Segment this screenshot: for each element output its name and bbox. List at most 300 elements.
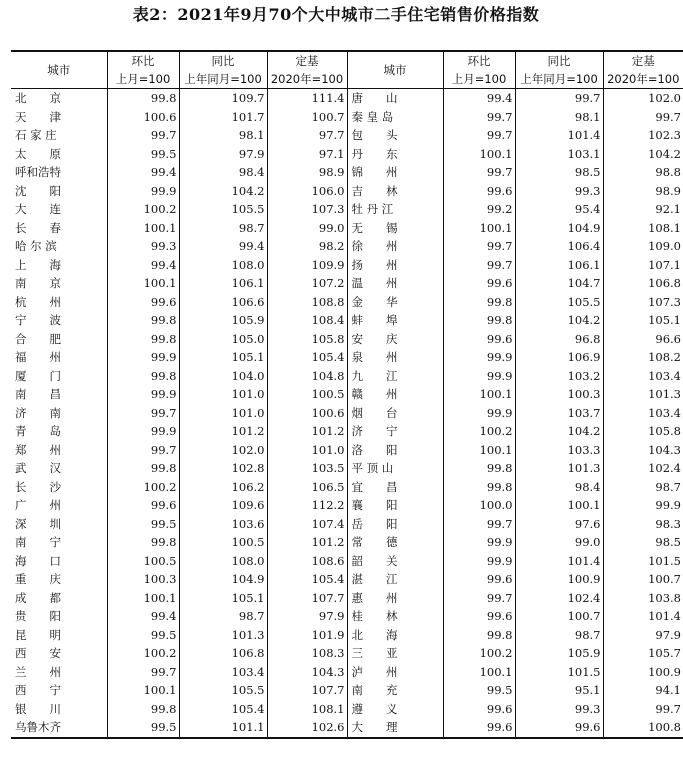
base-cell: 101.2 bbox=[267, 422, 347, 441]
yoy-cell: 104.2 bbox=[179, 182, 267, 201]
base-cell: 102.4 bbox=[603, 459, 683, 478]
yoy-cell: 98.1 bbox=[515, 108, 603, 127]
base-sub-header-left: 2020年=100 bbox=[267, 70, 347, 89]
city-cell: 惠 州 bbox=[347, 589, 443, 608]
base-cell: 104.8 bbox=[267, 367, 347, 386]
yoy-cell: 103.4 bbox=[179, 663, 267, 682]
mom-cell: 99.9 bbox=[107, 182, 179, 201]
yoy-cell: 98.4 bbox=[515, 478, 603, 497]
mom-cell: 99.9 bbox=[443, 348, 515, 367]
mom-sub-header-right: 上月=100 bbox=[443, 70, 515, 89]
mom-cell: 100.1 bbox=[443, 145, 515, 164]
base-cell: 99.7 bbox=[603, 108, 683, 127]
yoy-cell: 99.7 bbox=[515, 89, 603, 108]
base-cell: 103.8 bbox=[603, 589, 683, 608]
yoy-cell: 104.0 bbox=[179, 367, 267, 386]
yoy-cell: 106.4 bbox=[515, 237, 603, 256]
base-cell: 108.2 bbox=[603, 348, 683, 367]
city-cell: 金 华 bbox=[347, 293, 443, 312]
city-cell: 哈 尔 滨 bbox=[15, 239, 57, 253]
base-header-right: 定基 bbox=[603, 51, 683, 70]
table-row bbox=[11, 311, 683, 330]
table-row bbox=[11, 219, 683, 238]
mom-cell: 99.9 bbox=[443, 367, 515, 386]
yoy-cell: 100.9 bbox=[515, 570, 603, 589]
table-row bbox=[11, 607, 683, 626]
base-cell: 108.4 bbox=[267, 311, 347, 330]
base-cell: 98.9 bbox=[267, 163, 347, 182]
city-cell: 天 津 bbox=[15, 109, 61, 124]
mom-cell: 100.6 bbox=[107, 108, 179, 127]
city-cell: 乌鲁木齐 bbox=[11, 718, 107, 738]
mom-cell: 100.2 bbox=[107, 644, 179, 663]
base-cell: 103.4 bbox=[603, 404, 683, 423]
yoy-cell: 102.8 bbox=[179, 459, 267, 478]
base-cell: 99.0 bbox=[267, 219, 347, 238]
city-cell: 南 充 bbox=[347, 681, 443, 700]
mom-cell: 99.8 bbox=[107, 700, 179, 719]
city-cell: 襄 阳 bbox=[347, 496, 443, 515]
yoy-cell: 101.5 bbox=[515, 663, 603, 682]
base-cell: 96.6 bbox=[603, 330, 683, 349]
base-cell: 99.9 bbox=[603, 496, 683, 515]
city-cell: 烟 台 bbox=[347, 404, 443, 423]
mom-cell: 99.9 bbox=[443, 533, 515, 552]
base-cell: 101.2 bbox=[267, 533, 347, 552]
mom-cell: 99.8 bbox=[443, 478, 515, 497]
base-cell: 108.1 bbox=[603, 219, 683, 238]
mom-cell: 99.7 bbox=[443, 126, 515, 145]
mom-cell: 100.0 bbox=[443, 496, 515, 515]
yoy-cell: 105.1 bbox=[179, 348, 267, 367]
table-row bbox=[11, 237, 683, 256]
mom-cell: 99.5 bbox=[443, 681, 515, 700]
yoy-cell: 105.9 bbox=[515, 644, 603, 663]
base-cell: 98.7 bbox=[603, 478, 683, 497]
yoy-cell: 101.7 bbox=[179, 108, 267, 127]
mom-cell: 100.1 bbox=[107, 681, 179, 700]
yoy-cell: 103.2 bbox=[515, 367, 603, 386]
mom-cell: 99.7 bbox=[443, 589, 515, 608]
base-cell: 98.5 bbox=[603, 533, 683, 552]
mom-cell: 99.8 bbox=[107, 311, 179, 330]
base-cell: 101.0 bbox=[267, 441, 347, 460]
yoy-cell: 98.7 bbox=[179, 219, 267, 238]
city-cell: 济 南 bbox=[15, 405, 61, 420]
yoy-cell: 96.8 bbox=[515, 330, 603, 349]
table-row bbox=[11, 552, 683, 571]
city-cell: 泉 州 bbox=[347, 348, 443, 367]
base-cell: 98.9 bbox=[603, 182, 683, 201]
mom-cell: 100.2 bbox=[107, 200, 179, 219]
yoy-cell: 106.8 bbox=[179, 644, 267, 663]
city-cell: 锦 州 bbox=[347, 163, 443, 182]
yoy-cell: 98.1 bbox=[179, 126, 267, 145]
base-cell: 104.3 bbox=[603, 441, 683, 460]
yoy-cell: 104.2 bbox=[515, 311, 603, 330]
city-cell: 南 昌 bbox=[15, 387, 61, 401]
mom-cell: 100.1 bbox=[107, 219, 179, 238]
city-cell: 北 京 bbox=[15, 91, 61, 105]
mom-cell: 99.6 bbox=[443, 330, 515, 349]
base-cell: 101.3 bbox=[603, 385, 683, 404]
base-cell: 105.1 bbox=[603, 311, 683, 330]
table-row bbox=[11, 89, 683, 108]
mom-cell: 100.5 bbox=[107, 552, 179, 571]
table-row bbox=[11, 663, 683, 682]
mom-cell: 99.6 bbox=[443, 607, 515, 626]
city-cell: 青 岛 bbox=[15, 424, 61, 438]
yoy-cell: 98.4 bbox=[179, 163, 267, 182]
city-cell: 长 春 bbox=[15, 220, 61, 235]
base-cell: 99.7 bbox=[603, 700, 683, 719]
table-row bbox=[11, 274, 683, 293]
yoy-cell: 99.0 bbox=[515, 533, 603, 552]
table-row bbox=[11, 367, 683, 386]
mom-cell: 99.4 bbox=[443, 89, 515, 108]
yoy-cell: 98.7 bbox=[515, 626, 603, 645]
city-cell: 湛 江 bbox=[347, 570, 443, 589]
yoy-cell: 106.1 bbox=[515, 256, 603, 275]
city-cell: 深 圳 bbox=[15, 516, 61, 531]
yoy-cell: 101.1 bbox=[179, 718, 267, 738]
mom-cell: 99.6 bbox=[107, 293, 179, 312]
mom-cell: 99.8 bbox=[107, 330, 179, 349]
city-cell: 三 亚 bbox=[347, 644, 443, 663]
base-cell: 106.8 bbox=[603, 274, 683, 293]
base-cell: 103.4 bbox=[603, 367, 683, 386]
table-row bbox=[11, 108, 683, 127]
city-cell: 上 海 bbox=[15, 257, 61, 272]
base-cell: 106.0 bbox=[267, 182, 347, 201]
city-cell: 宜 昌 bbox=[347, 478, 443, 497]
yoy-cell: 98.5 bbox=[515, 163, 603, 182]
city-cell: 石 家 庄 bbox=[15, 128, 57, 142]
mom-cell: 99.4 bbox=[107, 256, 179, 275]
city-cell: 丹 东 bbox=[347, 145, 443, 164]
city-cell: 桂 林 bbox=[347, 607, 443, 626]
yoy-cell: 104.9 bbox=[179, 570, 267, 589]
base-cell: 107.3 bbox=[267, 200, 347, 219]
table-row bbox=[11, 145, 683, 164]
mom-cell: 100.1 bbox=[443, 441, 515, 460]
base-cell: 101.5 bbox=[603, 552, 683, 571]
base-cell: 109.9 bbox=[267, 256, 347, 275]
yoy-cell: 95.4 bbox=[515, 200, 603, 219]
yoy-cell: 101.2 bbox=[179, 422, 267, 441]
yoy-cell: 100.5 bbox=[179, 533, 267, 552]
base-cell: 104.3 bbox=[267, 663, 347, 682]
city-cell: 太 原 bbox=[15, 146, 61, 161]
table-row bbox=[11, 533, 683, 552]
yoy-cell: 101.0 bbox=[179, 385, 267, 404]
yoy-cell: 99.4 bbox=[179, 237, 267, 256]
mom-cell: 99.9 bbox=[443, 552, 515, 571]
mom-cell: 99.8 bbox=[107, 459, 179, 478]
yoy-cell: 100.7 bbox=[515, 607, 603, 626]
yoy-cell: 105.4 bbox=[179, 700, 267, 719]
mom-cell: 99.7 bbox=[443, 108, 515, 127]
base-cell: 108.6 bbox=[267, 552, 347, 571]
mom-cell: 99.4 bbox=[107, 607, 179, 626]
mom-cell: 99.5 bbox=[107, 718, 179, 738]
base-cell: 112.2 bbox=[267, 496, 347, 515]
mom-cell: 99.7 bbox=[107, 404, 179, 423]
base-cell: 98.3 bbox=[603, 515, 683, 534]
mom-cell: 99.8 bbox=[107, 367, 179, 386]
mom-cell: 99.6 bbox=[443, 718, 515, 738]
yoy-cell: 104.9 bbox=[515, 219, 603, 238]
yoy-cell: 103.1 bbox=[515, 145, 603, 164]
table-row bbox=[11, 422, 683, 441]
table-row bbox=[11, 163, 683, 182]
mom-cell: 99.7 bbox=[443, 256, 515, 275]
yoy-cell: 104.2 bbox=[515, 422, 603, 441]
yoy-cell: 99.3 bbox=[515, 700, 603, 719]
city-cell: 平 顶 山 bbox=[347, 459, 443, 478]
city-cell: 武 汉 bbox=[15, 461, 61, 475]
table-row bbox=[11, 515, 683, 534]
base-cell: 100.5 bbox=[267, 385, 347, 404]
table-row bbox=[11, 256, 683, 275]
base-cell: 102.0 bbox=[603, 89, 683, 108]
yoy-cell: 99.6 bbox=[515, 718, 603, 738]
mom-cell: 99.6 bbox=[107, 496, 179, 515]
base-cell: 97.1 bbox=[267, 145, 347, 164]
base-cell: 107.7 bbox=[267, 681, 347, 700]
mom-cell: 99.6 bbox=[443, 700, 515, 719]
base-cell: 107.3 bbox=[603, 293, 683, 312]
city-cell: 牡 丹 江 bbox=[347, 200, 443, 219]
city-cell: 宁 波 bbox=[15, 313, 61, 327]
base-cell: 100.8 bbox=[603, 718, 683, 738]
base-cell: 100.9 bbox=[603, 663, 683, 682]
mom-cell: 99.9 bbox=[107, 422, 179, 441]
city-cell: 洛 阳 bbox=[347, 441, 443, 460]
mom-header-right: 环比 bbox=[443, 51, 515, 70]
base-cell: 111.4 bbox=[267, 89, 347, 108]
city-cell: 沈 阳 bbox=[15, 183, 61, 198]
base-sub-header-right: 2020年=100 bbox=[603, 70, 683, 89]
table-row bbox=[11, 644, 683, 663]
city-cell: 北 海 bbox=[347, 626, 443, 645]
yoy-cell: 100.1 bbox=[515, 496, 603, 515]
mom-cell: 100.1 bbox=[443, 663, 515, 682]
city-cell: 成 都 bbox=[15, 590, 61, 605]
yoy-cell: 100.3 bbox=[515, 385, 603, 404]
base-cell: 107.1 bbox=[603, 256, 683, 275]
city-cell: 济 宁 bbox=[347, 422, 443, 441]
base-cell: 106.5 bbox=[267, 478, 347, 497]
mom-cell: 99.7 bbox=[107, 441, 179, 460]
mom-cell: 100.3 bbox=[107, 570, 179, 589]
base-cell: 107.7 bbox=[267, 589, 347, 608]
city-cell: 福 州 bbox=[15, 350, 61, 364]
mom-cell: 100.2 bbox=[443, 422, 515, 441]
city-cell: 杭 州 bbox=[15, 294, 61, 309]
mom-cell: 99.6 bbox=[443, 570, 515, 589]
table-row bbox=[11, 718, 683, 738]
city-cell: 大 连 bbox=[15, 202, 61, 216]
base-cell: 105.8 bbox=[603, 422, 683, 441]
yoy-cell: 102.0 bbox=[179, 441, 267, 460]
city-cell: 郑 州 bbox=[15, 442, 61, 457]
table-row bbox=[11, 348, 683, 367]
city-cell: 韶 关 bbox=[347, 552, 443, 571]
city-cell: 常 德 bbox=[347, 533, 443, 552]
city-cell: 遵 义 bbox=[347, 700, 443, 719]
yoy-header-right: 同比 bbox=[515, 51, 603, 70]
base-cell: 101.4 bbox=[603, 607, 683, 626]
base-cell: 97.9 bbox=[267, 607, 347, 626]
mom-cell: 100.2 bbox=[443, 644, 515, 663]
mom-cell: 99.7 bbox=[443, 163, 515, 182]
city-cell: 昆 明 bbox=[15, 627, 61, 642]
city-cell: 大 理 bbox=[347, 718, 443, 738]
base-cell: 105.4 bbox=[267, 348, 347, 367]
mom-cell: 99.2 bbox=[443, 200, 515, 219]
city-cell: 西 安 bbox=[15, 646, 61, 660]
yoy-cell: 101.4 bbox=[515, 126, 603, 145]
mom-cell: 99.8 bbox=[443, 293, 515, 312]
city-cell: 岳 阳 bbox=[347, 515, 443, 534]
mom-cell: 99.6 bbox=[443, 182, 515, 201]
yoy-cell: 103.6 bbox=[179, 515, 267, 534]
mom-cell: 99.8 bbox=[443, 459, 515, 478]
mom-cell: 99.5 bbox=[107, 515, 179, 534]
table-row bbox=[11, 404, 683, 423]
yoy-cell: 105.5 bbox=[515, 293, 603, 312]
city-cell: 广 州 bbox=[15, 498, 61, 512]
city-header-left: 城市 bbox=[11, 51, 107, 89]
table-row bbox=[11, 459, 683, 478]
yoy-cell: 95.1 bbox=[515, 681, 603, 700]
base-cell: 102.3 bbox=[603, 126, 683, 145]
yoy-cell: 104.7 bbox=[515, 274, 603, 293]
city-cell: 秦 皇 岛 bbox=[347, 108, 443, 127]
table-row bbox=[11, 182, 683, 201]
yoy-cell: 108.0 bbox=[179, 552, 267, 571]
mom-cell: 99.9 bbox=[443, 404, 515, 423]
table-row bbox=[11, 441, 683, 460]
base-cell: 108.3 bbox=[267, 644, 347, 663]
table-row bbox=[11, 200, 683, 219]
yoy-cell: 98.7 bbox=[179, 607, 267, 626]
city-cell: 无 锡 bbox=[347, 219, 443, 238]
city-cell: 吉 林 bbox=[347, 182, 443, 201]
city-cell: 包 头 bbox=[347, 126, 443, 145]
yoy-sub-header-left: 上年同月=100 bbox=[179, 70, 267, 89]
table-body bbox=[11, 89, 683, 738]
table-row bbox=[11, 496, 683, 515]
base-cell: 104.2 bbox=[603, 145, 683, 164]
mom-cell: 99.7 bbox=[443, 237, 515, 256]
city-cell: 安 庆 bbox=[347, 330, 443, 349]
base-cell: 107.4 bbox=[267, 515, 347, 534]
mom-cell: 100.1 bbox=[107, 589, 179, 608]
mom-cell: 99.8 bbox=[107, 533, 179, 552]
city-cell: 呼和浩特 bbox=[15, 165, 61, 179]
base-cell: 94.1 bbox=[603, 681, 683, 700]
mom-cell: 99.4 bbox=[107, 163, 179, 182]
city-cell: 唐 山 bbox=[347, 89, 443, 108]
city-cell: 合 肥 bbox=[15, 331, 61, 346]
city-cell: 九 江 bbox=[347, 367, 443, 386]
yoy-header-left: 同比 bbox=[179, 51, 267, 70]
table-row bbox=[11, 681, 683, 700]
yoy-cell: 102.4 bbox=[515, 589, 603, 608]
base-header-left: 定基 bbox=[267, 51, 347, 70]
table-title: 表2：2021年9月70个大中城市二手住宅销售价格指数 bbox=[132, 5, 540, 24]
yoy-cell: 105.5 bbox=[179, 200, 267, 219]
yoy-cell: 108.0 bbox=[179, 256, 267, 275]
yoy-cell: 106.9 bbox=[515, 348, 603, 367]
city-cell: 海 口 bbox=[15, 553, 61, 568]
mom-cell: 99.8 bbox=[443, 626, 515, 645]
table-row bbox=[11, 385, 683, 404]
base-cell: 108.8 bbox=[267, 293, 347, 312]
yoy-cell: 101.0 bbox=[179, 404, 267, 423]
base-cell: 105.4 bbox=[267, 570, 347, 589]
yoy-cell: 103.7 bbox=[515, 404, 603, 423]
yoy-cell: 103.3 bbox=[515, 441, 603, 460]
yoy-cell: 106.1 bbox=[179, 274, 267, 293]
base-cell: 107.2 bbox=[267, 274, 347, 293]
base-cell: 98.2 bbox=[267, 237, 347, 256]
mom-cell: 100.1 bbox=[107, 274, 179, 293]
table-row bbox=[11, 626, 683, 645]
yoy-cell: 106.6 bbox=[179, 293, 267, 312]
city-cell: 南 京 bbox=[15, 276, 61, 290]
city-header-right: 城市 bbox=[347, 51, 443, 89]
yoy-cell: 109.6 bbox=[179, 496, 267, 515]
base-cell: 100.6 bbox=[267, 404, 347, 423]
table-row bbox=[11, 293, 683, 312]
city-cell: 徐 州 bbox=[347, 237, 443, 256]
yoy-cell: 97.6 bbox=[515, 515, 603, 534]
mom-cell: 99.6 bbox=[443, 274, 515, 293]
base-cell: 100.7 bbox=[267, 108, 347, 127]
city-cell: 厦 门 bbox=[15, 368, 61, 383]
base-cell: 109.0 bbox=[603, 237, 683, 256]
price-index-table bbox=[11, 50, 683, 739]
base-cell: 97.7 bbox=[267, 126, 347, 145]
yoy-cell: 101.3 bbox=[515, 459, 603, 478]
city-cell: 温 州 bbox=[347, 274, 443, 293]
base-cell: 103.5 bbox=[267, 459, 347, 478]
base-cell: 105.7 bbox=[603, 644, 683, 663]
base-cell: 108.1 bbox=[267, 700, 347, 719]
table-row bbox=[11, 570, 683, 589]
base-cell: 98.8 bbox=[603, 163, 683, 182]
city-cell: 西 宁 bbox=[15, 683, 61, 697]
table-row bbox=[11, 700, 683, 719]
yoy-cell: 106.2 bbox=[179, 478, 267, 497]
city-cell: 南 宁 bbox=[15, 535, 61, 549]
mom-header-left: 环比 bbox=[107, 51, 179, 70]
mom-cell: 99.5 bbox=[107, 145, 179, 164]
table-row bbox=[11, 330, 683, 349]
city-cell: 赣 州 bbox=[347, 385, 443, 404]
yoy-cell: 105.5 bbox=[179, 681, 267, 700]
yoy-cell: 101.4 bbox=[515, 552, 603, 571]
mom-cell: 99.8 bbox=[107, 89, 179, 108]
city-cell: 贵 阳 bbox=[15, 609, 61, 623]
mom-cell: 99.8 bbox=[443, 311, 515, 330]
table-row bbox=[11, 126, 683, 145]
mom-cell: 99.7 bbox=[107, 126, 179, 145]
yoy-sub-header-right: 上年同月=100 bbox=[515, 70, 603, 89]
